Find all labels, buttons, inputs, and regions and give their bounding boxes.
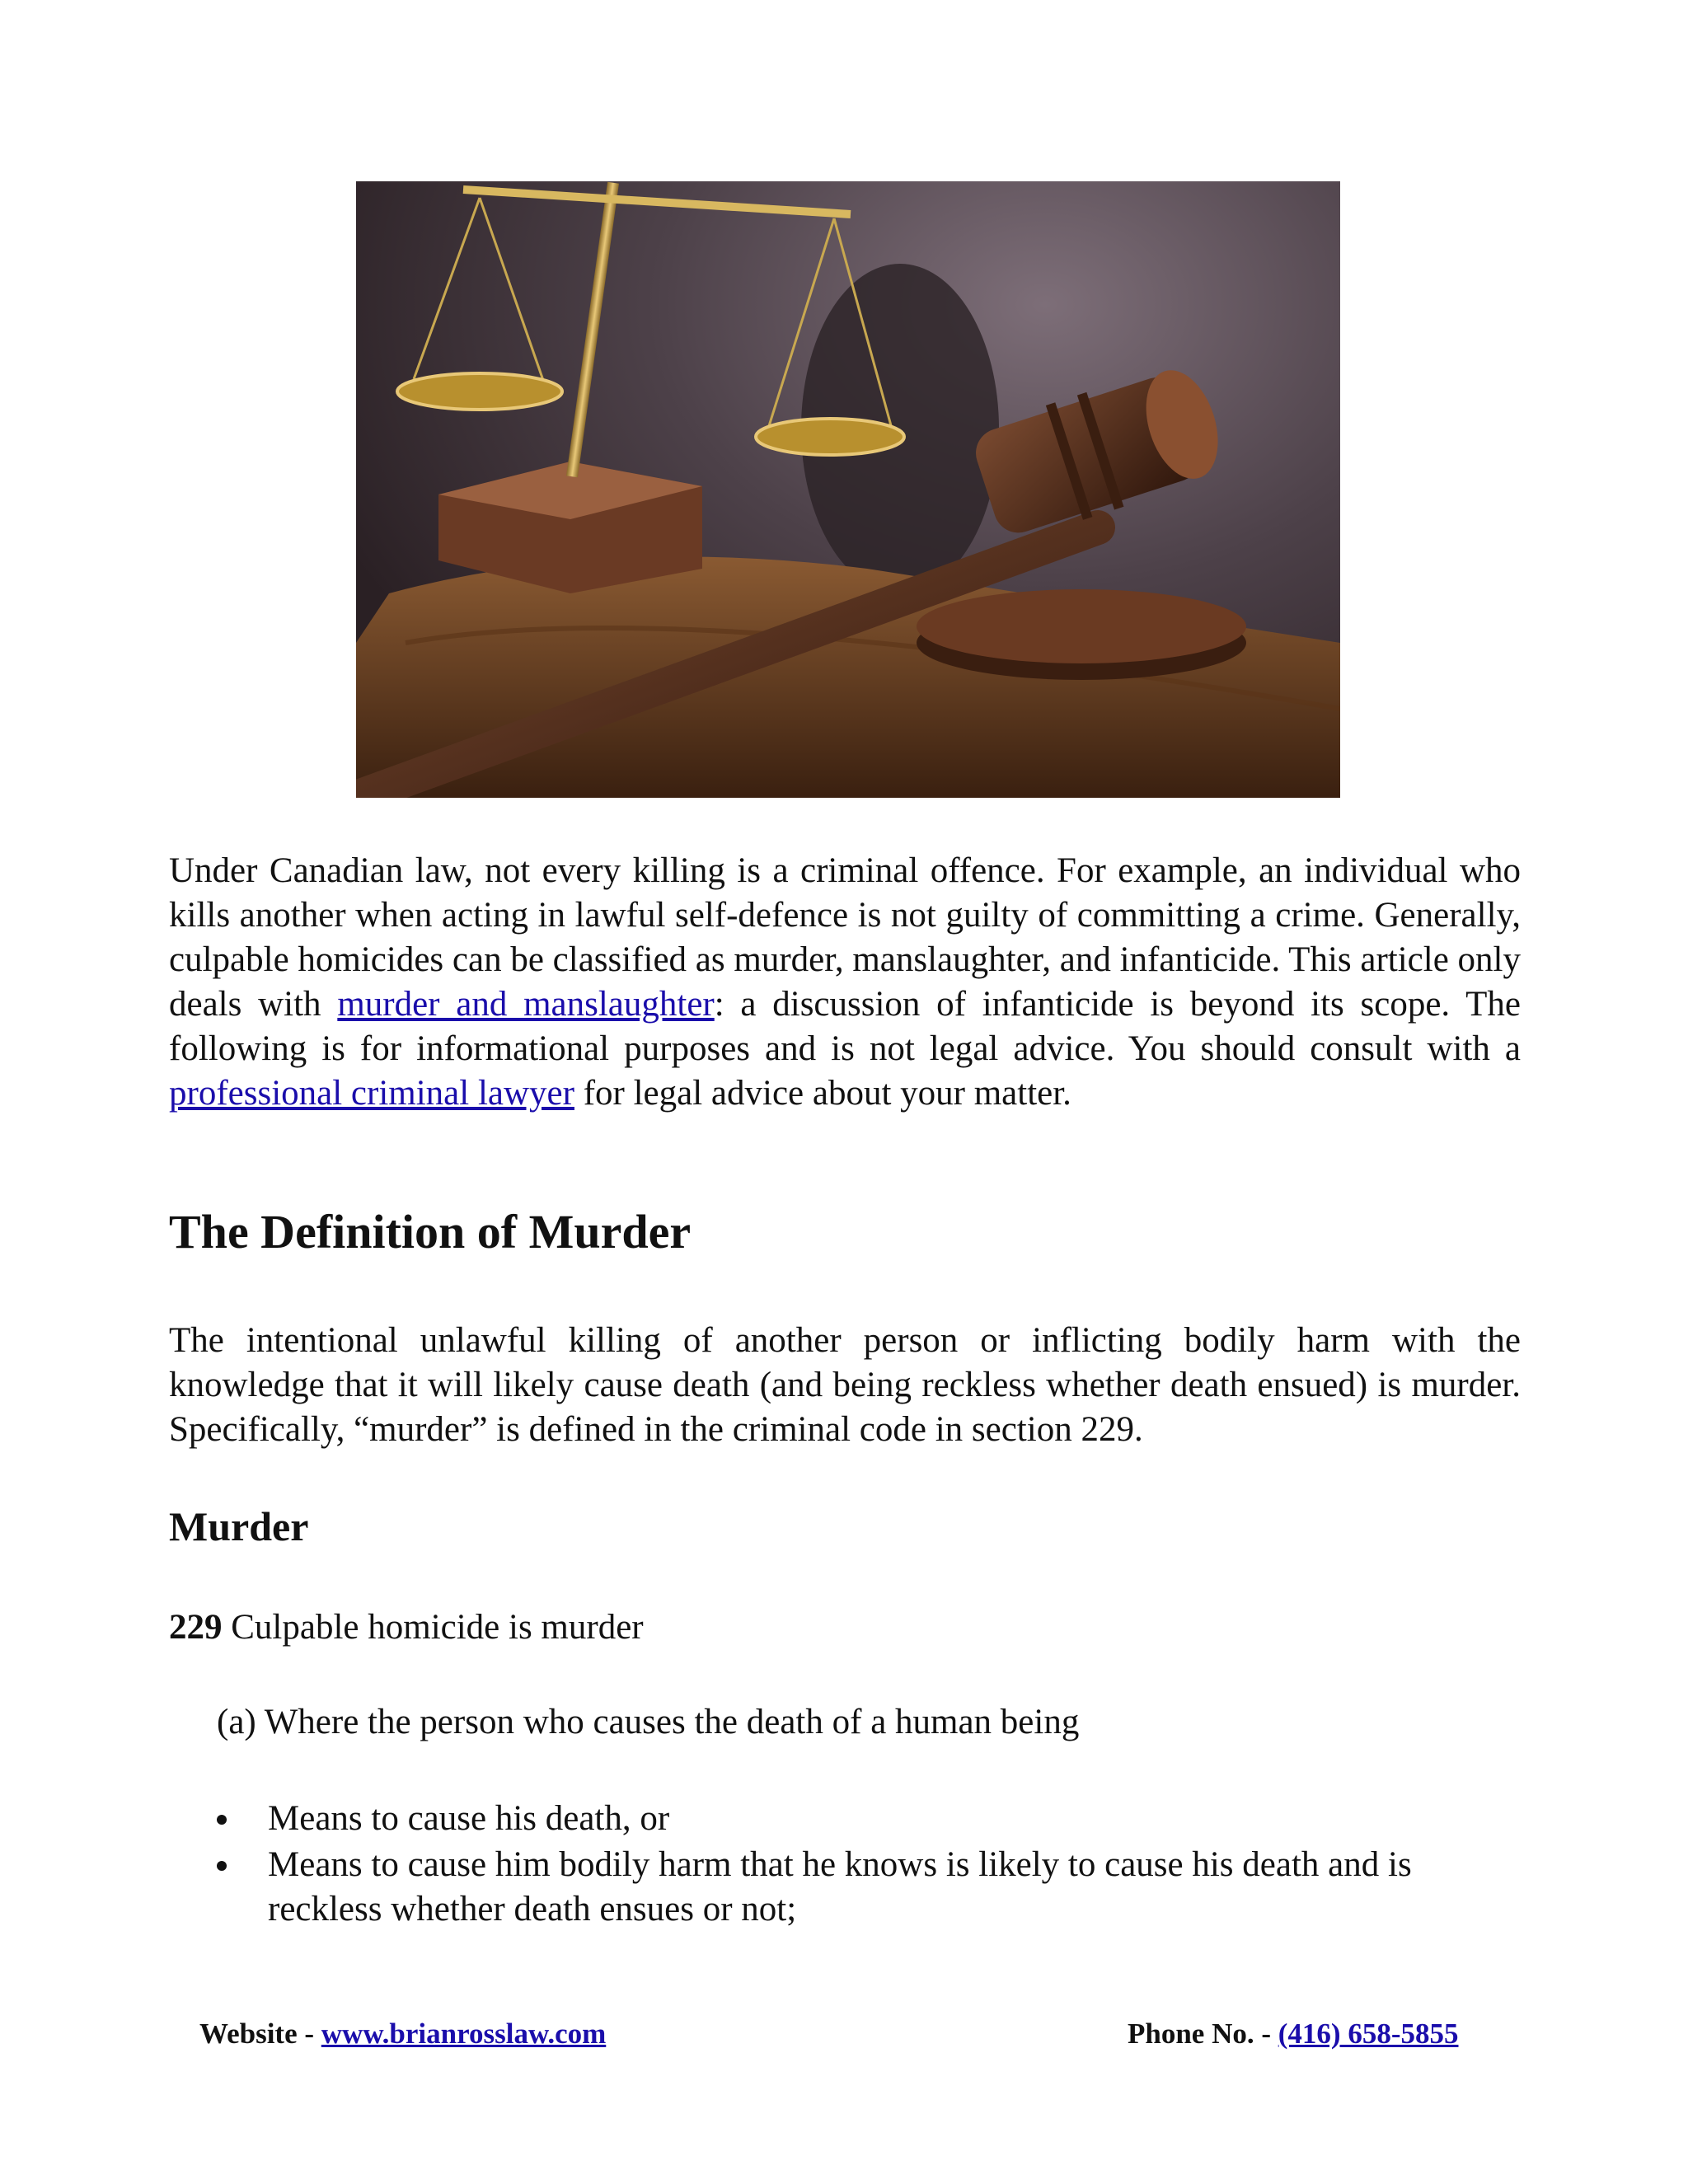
scales-and-gavel-illustration	[356, 181, 1340, 798]
scales-and-gavel-photo	[356, 181, 1340, 798]
definition-text: The intentional unlawful killing of another person or inflicting bodily harm with the knowledge that it will likely cause death (and being reckless whether death ensued) is murder. Specifically, “murder” is defined in the criminal code in section 229.	[169, 1321, 1521, 1449]
website-label: Website -	[199, 2018, 321, 2050]
website-link[interactable]: www.brianrosslaw.com	[321, 2018, 607, 2050]
section-229-line	[169, 1605, 644, 1650]
definition-heading: The Definition of Murder	[169, 1205, 692, 1258]
intro-paragraph	[169, 849, 1521, 1116]
intro-text-3: for legal advice about your matter.	[574, 1074, 1071, 1113]
footer-website	[199, 2016, 606, 2052]
list-item	[169, 1843, 1521, 1932]
bullet-icon	[217, 1861, 227, 1871]
section-number: 229	[169, 1608, 223, 1647]
bullet-text: Means to cause him bodily harm that he knows is likely to cause his death and is reckless whether death ensues or not;	[268, 1845, 1412, 1929]
bullet-text: Means to cause his death, or	[268, 1799, 670, 1838]
clause-a: (a) Where the person who causes the death of a human being	[217, 1703, 1080, 1741]
murder-bullet-list	[169, 1797, 1521, 1933]
murder-heading: Murder	[169, 1503, 309, 1549]
phone-label: Phone No. -	[1128, 2018, 1278, 2050]
bullet-icon	[217, 1815, 227, 1825]
intro-text-2: : a discussion of infanticide is beyond its scope. The following is for informational purposes and is not legal advice. You should consult with a	[169, 985, 1521, 1068]
section-text: Culpable homicide is murder	[222, 1608, 644, 1647]
phone-link[interactable]: (416) 658-5855	[1278, 2018, 1459, 2050]
intro-text-1: Under Canadian law, not every killing is a criminal offence. For example, an individual who kills another when acting in lawful self-defence is not guilty of committing a crime. Generally, culpable homicides can be classified as murder, manslaughter, and infanticide. This article only deals with	[169, 851, 1521, 1024]
footer-phone	[1128, 2016, 1459, 2052]
list-item	[169, 1797, 1521, 1841]
murder-manslaughter-link[interactable]: murder and manslaughter	[337, 985, 715, 1024]
definition-paragraph	[169, 1319, 1521, 1452]
criminal-lawyer-link[interactable]: professional criminal lawyer	[169, 1074, 574, 1113]
